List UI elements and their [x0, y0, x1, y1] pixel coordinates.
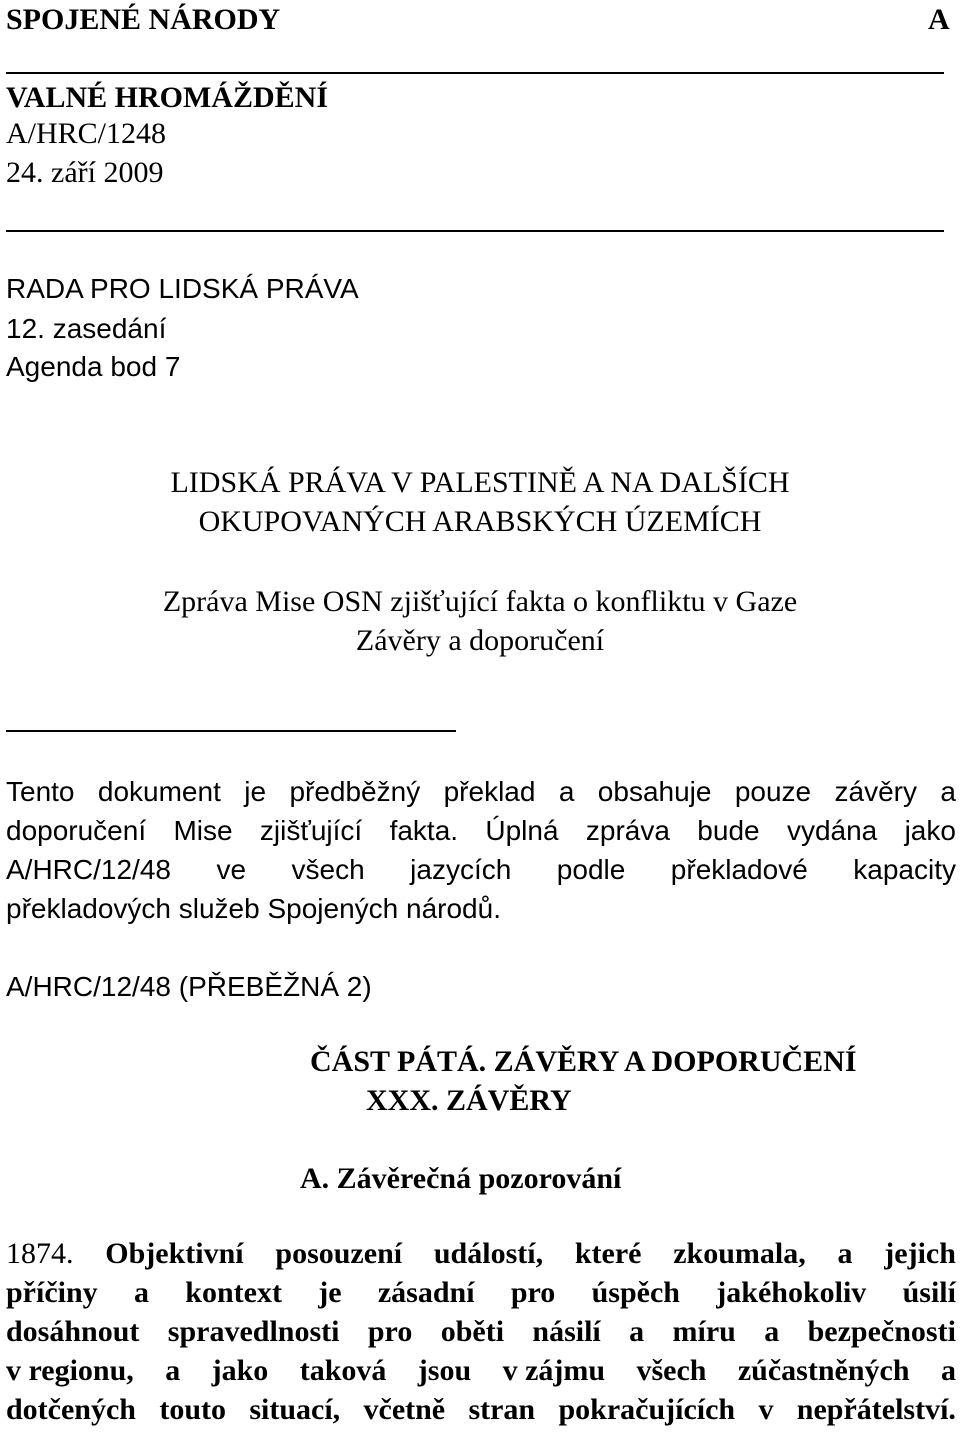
document-series-letter: A [928, 3, 950, 36]
paragraph-line-2: příčiny a kontext je zásadní pro úspěch jakéhokoliv úsilí [6, 1276, 956, 1309]
body-name: VALNÉ HROMÁŽDĚNÍ [6, 81, 328, 114]
council-name: RADA PRO LIDSKÁ PRÁVA [6, 273, 359, 304]
document-reference: A/HRC/12/48 (PŘEBĚŽNÁ 2) [6, 971, 372, 1002]
title-divider [6, 730, 456, 732]
document-date: 24. září 2009 [6, 156, 164, 189]
title-line-2: OKUPOVANÝCH ARABSKÝCH ÚZEMÍCH [198, 505, 762, 538]
subsection-heading: A. Závěrečná pozorování [300, 1162, 622, 1195]
paragraph-line-5: dotčených touto situací, včetně stran pokračujících v nepřátelství. [6, 1393, 956, 1426]
paragraph-number: 1874. [6, 1237, 74, 1270]
note-line-3: A/HRC/12/48 ve všech jazycích podle překladové kapacity [6, 854, 956, 885]
note-line-2: doporučení Mise zjišťující fakta. Úplná zpráva bude vydána jako [6, 815, 956, 846]
date-divider [6, 230, 944, 232]
agenda-item: Agenda bod 7 [6, 351, 181, 382]
subtitle-line-2: Závěry a doporučení [355, 624, 605, 657]
paragraph-line-4: v regionu, a jako taková jsou v zájmu všech zúčastněných a [6, 1354, 956, 1387]
session-number: 12. zasedání [6, 313, 167, 344]
subtitle-line-1: Zpráva Mise OSN zjišťující fakta o konfliktu v Gaze [162, 585, 798, 618]
title-line-1: LIDSKÁ PRÁVA V PALESTINĚ A NA DALŠÍCH [170, 466, 790, 499]
chapter-heading: XXX. ZÁVĚRY [366, 1084, 572, 1117]
note-line-4: překladových služeb Spojených národů. [6, 893, 501, 924]
paragraph-line-1: 1874. Objektivní posouzení událostí, které zkoumala, a jejich [6, 1237, 956, 1270]
note-line-1: Tento dokument je předběžný překlad a obsahuje pouze závěry a [6, 776, 956, 807]
organization-name: SPOJENÉ NÁRODY [6, 3, 281, 36]
header-divider [6, 72, 944, 74]
paragraph-line-3: dosáhnout spravedlnosti pro oběti násilí a míru a bezpečnosti [6, 1315, 956, 1348]
part-heading: ČÁST PÁTÁ. ZÁVĚRY A DOPORUČENÍ [310, 1045, 857, 1078]
document-symbol: A/HRC/1248 [6, 117, 167, 150]
